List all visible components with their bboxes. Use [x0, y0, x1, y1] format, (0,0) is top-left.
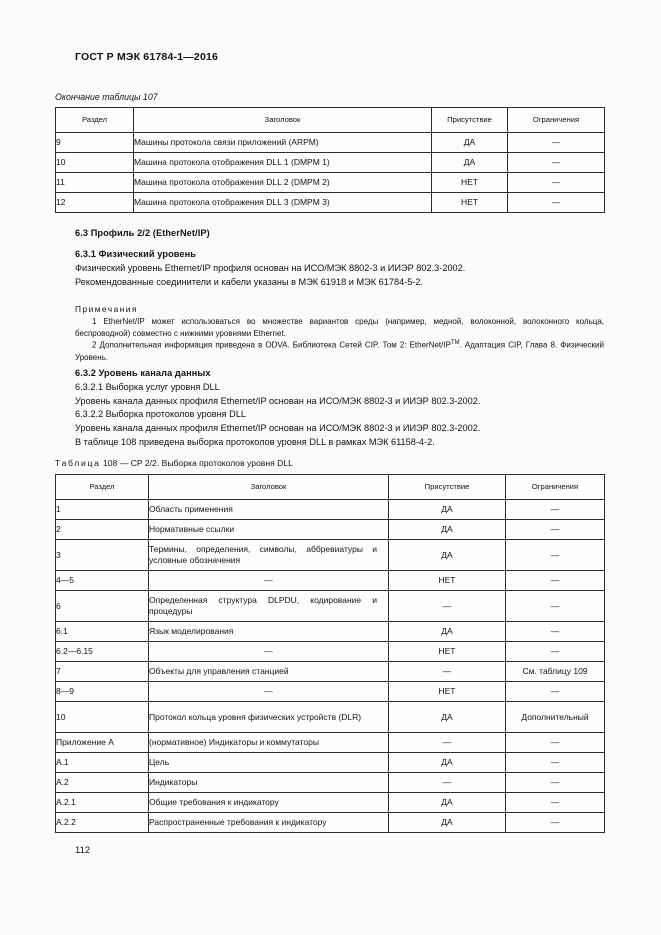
heading-6-3-2: 6.3.2 Уровень канала данных	[75, 368, 211, 378]
cell-section: 10	[56, 702, 149, 733]
table-row	[56, 773, 605, 793]
table-row	[56, 642, 605, 662]
cell-presence: ДА	[389, 753, 506, 773]
cell-section: 8—9	[56, 682, 149, 702]
cell-limits: —	[506, 540, 605, 571]
paragraph-6-3-1-a: Физический уровень Ethernet/IP профиля основан на ИСО/МЭК 8802-3 и ИИЭР 802.3-2002.	[75, 262, 466, 273]
cell-limits: —	[506, 813, 605, 833]
cell-section: А.2.2	[56, 813, 149, 833]
cell-presence: ДА	[432, 133, 508, 153]
paragraph-6-3-2-2-b: В таблице 108 приведена выборка протоколов уровня DLL в рамках МЭК 61158-4-2.	[75, 436, 435, 447]
cell-limits: —	[506, 753, 605, 773]
cell-presence: —	[389, 733, 506, 753]
cell-limits: —	[508, 133, 605, 153]
cell-title: Область применения	[149, 500, 389, 520]
cell-title: Машина протокола отображения DLL 2 (DMPM 2)	[134, 173, 432, 193]
cell-title: Машина протокола отображения DLL 3 (DMPM 3)	[134, 193, 432, 213]
cell-presence: ДА	[389, 813, 506, 833]
cell-title: Определенная структура DLPDU, кодирование и процедуры	[149, 591, 389, 622]
col-header-limits: Ограничения	[506, 475, 605, 500]
table-row	[56, 591, 605, 622]
cell-presence: —	[389, 773, 506, 793]
table-108	[55, 474, 605, 833]
cell-title: Термины, определения, символы, аббревиатуры и условные обозначения	[149, 540, 389, 571]
cell-title: Нормативные ссылки	[149, 520, 389, 540]
running-head: ГОСТ Р МЭК 61784-1—2016	[75, 51, 219, 63]
col-header-section: Раздел	[56, 108, 134, 133]
cell-limits: Дополнительный	[506, 702, 605, 733]
col-header-title: Заголовок	[149, 475, 389, 500]
cell-title: Индикаторы	[149, 773, 389, 793]
cell-limits: —	[506, 773, 605, 793]
paragraph-6-3-2-2-a: Уровень канала данных профиля Ethernet/IP основан на ИСО/МЭК 8802-3 и ИИЭР 802.3-2002.	[75, 423, 481, 434]
col-header-title: Заголовок	[134, 108, 432, 133]
cell-presence: НЕТ	[432, 173, 508, 193]
cell-section: 7	[56, 662, 149, 682]
table-row	[56, 813, 605, 833]
section-6-3-block	[75, 227, 604, 241]
cell-section: 6.1	[56, 622, 149, 642]
table-row	[56, 622, 605, 642]
cell-limits: —	[506, 793, 605, 813]
cell-title: Общие требования к индикатору	[149, 793, 389, 813]
section-6-3-2-block	[75, 367, 604, 450]
cell-title: —	[149, 571, 389, 591]
cell-limits: —	[506, 571, 605, 591]
table-108-caption-text: 108 — CP 2/2. Выборка протоколов уровня DLL	[103, 458, 293, 468]
paragraph-6-3-2-1: Уровень канала данных профиля Ethernet/IP основан на ИСО/МЭК 8802-3 и ИИЭР 802.3-2002.	[75, 395, 481, 406]
cell-section: А.1	[56, 753, 149, 773]
cell-section: 11	[56, 173, 134, 193]
cell-title: Цель	[149, 753, 389, 773]
table-row	[56, 793, 605, 813]
cell-section: 3	[56, 540, 149, 571]
cell-title: Язык моделирования	[149, 622, 389, 642]
col-header-presence: Присутствие	[432, 108, 508, 133]
cell-section: А.2.1	[56, 793, 149, 813]
table-107-caption: Окончание таблицы 107	[55, 92, 158, 102]
cell-presence: ДА	[389, 540, 506, 571]
cell-section: 10	[56, 153, 134, 173]
notes-heading: Примечания	[75, 304, 138, 314]
cell-limits: —	[506, 622, 605, 642]
cell-presence: ДА	[432, 153, 508, 173]
table-108-header-row	[56, 475, 605, 500]
cell-limits: —	[506, 733, 605, 753]
col-header-limits: Ограничения	[508, 108, 605, 133]
cell-section: А.2	[56, 773, 149, 793]
cell-limits: —	[506, 591, 605, 622]
page-content-area	[55, 0, 605, 935]
table-row	[56, 662, 605, 682]
cell-section: 6.2—6.15	[56, 642, 149, 662]
cell-presence: ДА	[389, 520, 506, 540]
cell-limits: —	[508, 193, 605, 213]
table-row	[56, 193, 605, 213]
cell-title: Протокол кольца уровня физических устройств (DLR)	[149, 702, 389, 733]
cell-title: —	[149, 642, 389, 662]
table-row	[56, 133, 605, 153]
note-2-part-a: 2 Дополнительная информация приведена в ODVA. Библиотека Сетей CIP. Том 2: EtherNet/IP	[92, 341, 451, 351]
section-6-3-1-block	[75, 248, 604, 289]
table-row	[56, 753, 605, 773]
cell-presence: НЕТ	[389, 642, 506, 662]
table-107	[55, 107, 605, 213]
cell-section: Приложение А	[56, 733, 149, 753]
table-row	[56, 733, 605, 753]
table-row	[56, 500, 605, 520]
cell-section: 6	[56, 591, 149, 622]
cell-limits: —	[506, 520, 605, 540]
notes-block	[75, 303, 604, 363]
cell-presence: ДА	[389, 702, 506, 733]
note-2-part-b: . Адаптация CIP, Глава 8. Физический Уровень.	[75, 341, 604, 362]
cell-presence: —	[389, 662, 506, 682]
cell-title: Машины протокола связи приложений (ARPM)	[134, 133, 432, 153]
cell-title: Объекты для управления станцией	[149, 662, 389, 682]
table-107-header-row	[56, 108, 605, 133]
col-header-section: Раздел	[56, 475, 149, 500]
cell-limits: —	[508, 153, 605, 173]
heading-6-3-2-1: 6.3.2.1 Выборка услуг уровня DLL	[75, 381, 220, 392]
page-number: 112	[75, 845, 91, 856]
cell-presence: —	[389, 591, 506, 622]
cell-limits: См. таблицу 109	[506, 662, 605, 682]
col-header-presence: Присутствие	[389, 475, 506, 500]
cell-section: 1	[56, 500, 149, 520]
cell-title: Распространенные требования к индикатору	[149, 813, 389, 833]
table-row	[56, 702, 605, 733]
heading-6-3-1: 6.3.1 Физический уровень	[75, 249, 197, 259]
table-row	[56, 520, 605, 540]
cell-limits: —	[506, 642, 605, 662]
cell-title: Машина протокола отображения DLL 1 (DMPM 1)	[134, 153, 432, 173]
table-row	[56, 540, 605, 571]
note-2	[75, 339, 604, 363]
cell-limits: —	[506, 500, 605, 520]
note-1: 1 EtherNet/IP может использоваться во множестве вариантов среды (например, медной, волоконной, волоконного кольца, беспроводной) совместно с нижними уровнями Ethernet.	[75, 317, 604, 338]
cell-presence: НЕТ	[389, 682, 506, 702]
cell-presence: НЕТ	[389, 571, 506, 591]
table-row	[56, 571, 605, 591]
cell-limits: —	[506, 682, 605, 702]
table-row	[56, 153, 605, 173]
cell-presence: ДА	[389, 500, 506, 520]
cell-section: 2	[56, 520, 149, 540]
cell-title: —	[149, 682, 389, 702]
cell-presence: ДА	[389, 793, 506, 813]
cell-presence: НЕТ	[432, 193, 508, 213]
cell-presence: ДА	[389, 622, 506, 642]
note-2-trademark: TM	[450, 340, 460, 347]
cell-limits: —	[508, 173, 605, 193]
cell-section: 4—5	[56, 571, 149, 591]
cell-section: 12	[56, 193, 134, 213]
table-108-caption-label: Таблица	[55, 458, 101, 468]
table-108-caption	[55, 458, 293, 468]
heading-6-3: 6.3 Профиль 2/2 (EtherNet/IP)	[75, 228, 210, 238]
heading-6-3-2-2: 6.3.2.2 Выборка протоколов уровня DLL	[75, 409, 247, 420]
table-row	[56, 682, 605, 702]
cell-title: (нормативное) Индикаторы и коммутаторы	[149, 733, 389, 753]
table-row	[56, 173, 605, 193]
paragraph-6-3-1-b: Рекомендованные соединители и кабели указаны в МЭК 61918 и МЭК 61784-5-2.	[75, 276, 424, 287]
cell-section: 9	[56, 133, 134, 153]
